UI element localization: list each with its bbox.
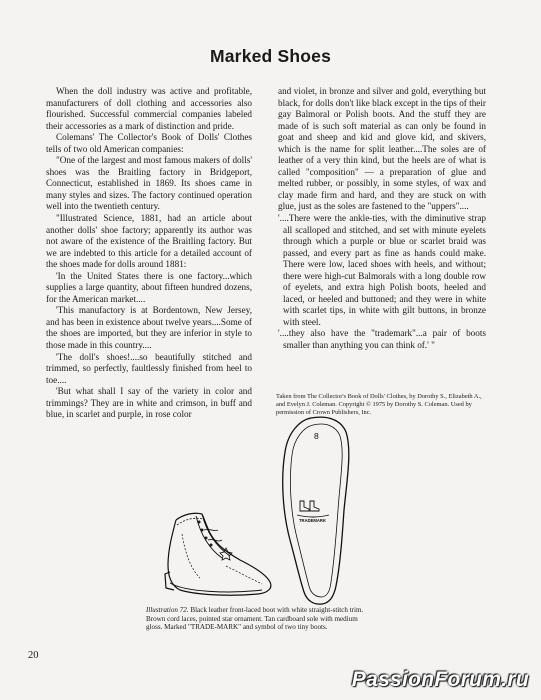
page-number: 20 [28,650,39,661]
illustration-caption [146,606,368,632]
caption-label: Illustration 72. [146,606,189,614]
caption-text: Black leather front-laced boot with white straight-stitch trim. Brown cord laces, pointed star ornament. Tan cardboard sole with medium gloss. Marked "TRADE-MARK" and symbol of two tiny boots. [146,606,364,632]
page-title: Marked Shoes [209,46,332,66]
trademark-boots-icon [297,501,329,517]
paragraph: Colemans' The Collector's Book of Dolls' Clothes tells of two old American companies: [46,132,252,154]
paragraph: 'In the United States there is one factory...which supplies a large quantity, about fifteen hundred dozens, for the American market.... [46,270,252,304]
paragraph: '....There were the ankle-ties, with the diminutive strap all scalloped and stitched, and set with minute eyelets through which a purple or blue or scarlet braid was passed, and every part as fine as hands could make. There were low, laced shoes with heels, and without; there were high-cut Balmorals with a long double row of eyelets, and extra high Polish boots, heeled and laced, or heeled and buttoned; and they were in white with scarlet tips, in white with gilt buttons, in bronze with steel. [278,213,486,327]
source-credit: Taken from The Collector's Book of Dolls' Clothes, by Dorothy S., Elizabeth A., and Evelyn J. Coleman. Copyright © 1975 by Dorothy S. Coleman. Used by permission of Crown Publishers, Inc. [276,393,482,416]
paragraph: 'This manufactory is at Bordentown, New Jersey, and has been in existence about twelve years....Some of the shoes are imported, but they are inferior in style to those made in this country.... [46,305,252,351]
paragraph: When the doll industry was active and profitable, manufacturers of doll clothing and accessories also flourished. Successful commercial companies labeled their accessories as a mark of distinction and pride. [46,86,252,131]
paragraph: 'But what shall I say of the variety in color and trimmings? They are in white and crimson, in buff and blue, in scarlet and purple, in rose color [46,386,252,420]
watermark: PassionForum.ru [351,668,529,691]
paragraph: "One of the largest and most famous makers of dolls' shoes was the Braitling factory in Bridgeport, Connecticut, established in 1869. Its shoes came in many styles and sizes. The factory continued operation well into the twentieth century. [46,155,252,212]
sole-number: 8 [314,431,319,441]
paragraph: 'The doll's shoes!....so beautifully stitched and trimmed, so perfectly, faultlessly finished from heel to toe.... [46,351,252,385]
sole-mark-text: TRADEMARK [299,518,326,523]
boot-drawing [165,513,271,595]
paragraph: '....they also have the "trademark"...a pair of boots smaller than anything you can think of.' " [278,328,486,351]
paragraph: "Illustrated Science, 1881, had an article about another dolls' shoe factory; apparently its author was not aware of the existence of the Braitling factory. But we are indebted to this article for a detailed account of the shoes made for dolls around 1881: [46,213,252,270]
paragraph: and violet, in bronze and silver and gold, everything but black, for dolls don't like black except in the tips of their gay Balmoral or Polish boots. And the stuff they are made of is such soft material as can only be found in goat and sheep and kid and glove kid, and skivers, which is the name for split leather....The soles are of leather of a very thin kind, but the heels are of what is called "composition" — a preparation of glue and melted rubber, or possibly, in some styles, of wax and clay made firm and hard, and they are stuck on with glue, just as the soles are fastened to the "uppers".... [278,86,486,212]
